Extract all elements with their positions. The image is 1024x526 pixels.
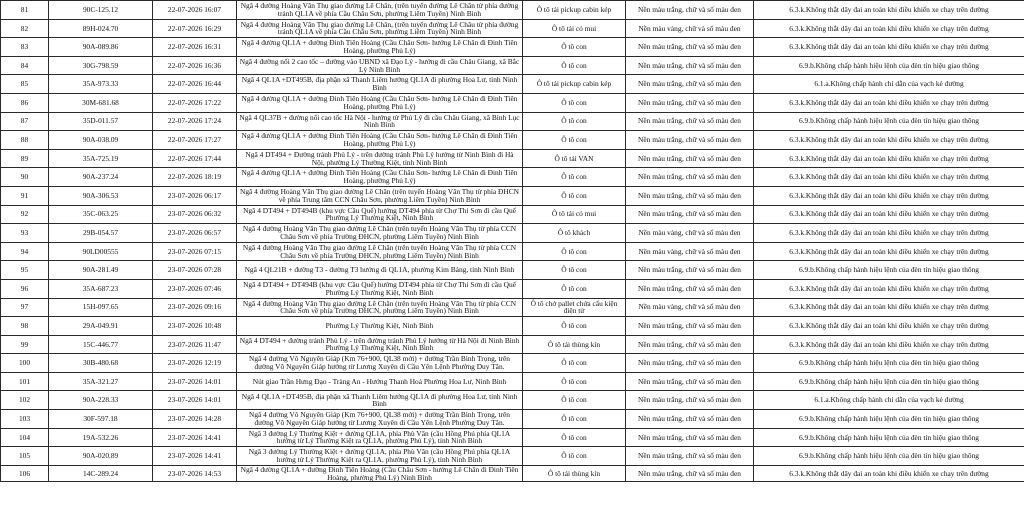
cell-vehicle-type: Ô tô con <box>523 242 626 261</box>
cell-location: Ngã 4 đường Hoàng Văn Thụ giao đường Lê Chân (trên tuyến Hoàng Văn Thụ từ phía CCN Châu Sơn về phía Trường ĐHCN, phường Liêm Tuyền) Ninh Bình <box>237 242 523 261</box>
cell-plate-color: Nền màu trắng, chữ và số màu đen <box>626 447 754 466</box>
cell-location: Phường Lý Thường Kiệt, Ninh Bình <box>237 317 523 336</box>
cell-plate-color: Nền màu trắng, chữ và số màu đen <box>626 38 754 57</box>
cell-license-plate: 89H-024.70 <box>49 19 153 38</box>
cell-location: Nút giao Trần Hưng Đạo - Tràng An - Hướng Thanh Hoá Phường Hoa Lư, Ninh Bình <box>237 372 523 391</box>
cell-plate-color: Nền màu trắng, chữ và số màu đen <box>626 354 754 373</box>
cell-row-number: 85 <box>1 75 49 94</box>
table-row <box>1 131 1024 150</box>
cell-location: Ngã 4 DT494 + Đường tránh Phủ Lý - trên đường tránh Phủ Lý hướng từ Ninh Bình đi Hà Nội, phường Lý Thường Kiệt, tỉnh Ninh Bình <box>237 149 523 168</box>
cell-vehicle-type: Ô tô tải pickup cabin kép <box>523 75 626 94</box>
cell-license-plate: 35C-063.25 <box>49 205 153 224</box>
cell-violation-time: 23-07-2026 06:17 <box>153 186 237 205</box>
cell-location: Ngã 4 đường Hoàng Văn Thụ giao đường Lê Chân (trên tuyến Hoàng Văn Thụ từ phía ĐHCN về phía Trung tâm CCN Châu Sơn, phường Liêm Tuyền) Ninh Bình <box>237 186 523 205</box>
cell-location: Ngã 4 QL1A +DT495B, địa phận xã Thanh Liêm hướng QL1A đi phường Hoa Lư, tỉnh Ninh Bình <box>237 391 523 410</box>
cell-license-plate: 30F-597.18 <box>49 410 153 429</box>
cell-license-plate: 29B-054.57 <box>49 224 153 243</box>
table-body <box>1 1 1024 482</box>
cell-violation-time: 22-07-2026 16:07 <box>153 1 237 20</box>
cell-license-plate: 90A-020.89 <box>49 447 153 466</box>
table-row <box>1 112 1024 131</box>
cell-plate-color: Nền màu trắng, chữ và số màu đen <box>626 372 754 391</box>
table-row <box>1 447 1024 466</box>
cell-violation-description: 6.3.k.Không thắt dây đai an toàn khi điều khiển xe chạy trên đường <box>754 224 1024 243</box>
cell-row-number: 90 <box>1 168 49 187</box>
cell-location: Ngã 4 DT494 + DT494B (khu vực Cầu Quế) hướng DT494 phía từ Chợ Thi Sơn đi cầu Quế Phường Lý Thường Kiệt, Ninh Bình <box>237 279 523 298</box>
cell-license-plate: 90A-228.33 <box>49 391 153 410</box>
cell-violation-description: 6.3.k.Không thắt dây đai an toàn khi điều khiển xe chạy trên đường <box>754 186 1024 205</box>
cell-plate-color: Nền màu trắng, chữ và số màu đen <box>626 149 754 168</box>
cell-violation-description: 6.9.b.Không chấp hành hiệu lệnh của đèn tín hiệu giao thông <box>754 372 1024 391</box>
cell-plate-color: Nền màu trắng, chữ và số màu đen <box>626 317 754 336</box>
cell-vehicle-type: Ô tô con <box>523 131 626 150</box>
cell-row-number: 104 <box>1 428 49 447</box>
cell-plate-color: Nền màu trắng, chữ và số màu đen <box>626 205 754 224</box>
cell-vehicle-type: Ô tô tải có mui <box>523 19 626 38</box>
cell-vehicle-type: Ô tô tải pickup cabin kép <box>523 1 626 20</box>
table-row <box>1 261 1024 280</box>
cell-row-number: 87 <box>1 112 49 131</box>
cell-violation-time: 23-07-2026 09:16 <box>153 298 237 317</box>
cell-location: Ngã 4 đường QL1A + đường Đinh Tiên Hoàng (Cầu Châu Sơn- hướng Lê Chân đi Đinh Tiên Hoàng, phường Phủ Lý) <box>237 168 523 187</box>
cell-vehicle-type: Ô tô con <box>523 112 626 131</box>
table-row <box>1 75 1024 94</box>
cell-location: Ngã 4 đường nối 2 cao tốc – đường vào UBND xã Đạo Lý - hướng đi cầu Châu Giang, xã Bắc Lý Ninh Bình <box>237 56 523 75</box>
cell-violation-description: 6.3.k.Không thắt dây đai an toàn khi điều khiển xe chạy trên đường <box>754 465 1024 482</box>
cell-location: Ngã 4 DT494 + đường tránh Phủ Lý - trên đường tránh Phủ Lý hướng từ Hà Nội đi Ninh Bình Phường Lý Thường Kiệt, Ninh Bình <box>237 335 523 354</box>
cell-violation-description: 6.3.k.Không thắt dây đai an toàn khi điều khiển xe chạy trên đường <box>754 149 1024 168</box>
cell-plate-color: Nền màu trắng, chữ và số màu đen <box>626 168 754 187</box>
cell-plate-color: Nền màu vàng, chữ và số màu đen <box>626 224 754 243</box>
cell-location: Ngã 4 đường QL1A + đường Đinh Tiên Hoàng (Cầu Châu Sơn- hướng Lê Chân đi Đinh Tiên Hoàng, phường Phủ Lý) <box>237 131 523 150</box>
cell-violation-time: 22-07-2026 16:31 <box>153 38 237 57</box>
cell-violation-time: 23-07-2026 07:15 <box>153 242 237 261</box>
cell-license-plate: 30M-681.68 <box>49 93 153 112</box>
cell-plate-color: Nền màu trắng, chữ và số màu đen <box>626 186 754 205</box>
table-row <box>1 168 1024 187</box>
cell-row-number: 106 <box>1 465 49 482</box>
cell-vehicle-type: Ô tô con <box>523 38 626 57</box>
cell-license-plate: 35A-973.33 <box>49 75 153 94</box>
cell-plate-color: Nền màu trắng, chữ và số màu đen <box>626 410 754 429</box>
table-row <box>1 410 1024 429</box>
cell-vehicle-type: Ô tô con <box>523 447 626 466</box>
cell-row-number: 81 <box>1 1 49 20</box>
cell-license-plate: 15C-446.77 <box>49 335 153 354</box>
cell-row-number: 105 <box>1 447 49 466</box>
cell-violation-time: 22-07-2026 16:36 <box>153 56 237 75</box>
cell-violation-description: 6.9.b.Không chấp hành hiệu lệnh của đèn tín hiệu giao thông <box>754 112 1024 131</box>
table-row <box>1 38 1024 57</box>
cell-vehicle-type: Ô tô con <box>523 372 626 391</box>
cell-plate-color: Nền màu trắng, chữ và số màu đen <box>626 1 754 20</box>
cell-row-number: 82 <box>1 19 49 38</box>
cell-violation-description: 6.3.k.Không thắt dây đai an toàn khi điều khiển xe chạy trên đường <box>754 298 1024 317</box>
cell-violation-time: 23-07-2026 06:57 <box>153 224 237 243</box>
cell-violation-description: 6.9.b.Không chấp hành hiệu lệnh của đèn tín hiệu giao thông <box>754 56 1024 75</box>
table-row <box>1 354 1024 373</box>
cell-plate-color: Nền màu vàng, chữ và số màu đen <box>626 298 754 317</box>
cell-vehicle-type: Ô tô con <box>523 93 626 112</box>
cell-vehicle-type: Ô tô con <box>523 279 626 298</box>
cell-license-plate: 19A-532.26 <box>49 428 153 447</box>
cell-license-plate: 90A-089.86 <box>49 38 153 57</box>
table-row <box>1 465 1024 482</box>
cell-vehicle-type: Ô tô con <box>523 428 626 447</box>
cell-violation-time: 23-07-2026 07:46 <box>153 279 237 298</box>
cell-vehicle-type: Ô tô tải có mui <box>523 205 626 224</box>
cell-violation-time: 23-07-2026 12:19 <box>153 354 237 373</box>
cell-license-plate: 14C-289.24 <box>49 465 153 482</box>
cell-vehicle-type: Ô tô tải VAN <box>523 149 626 168</box>
cell-plate-color: Nền màu trắng, chữ và số màu đen <box>626 391 754 410</box>
cell-license-plate: 15H-097.65 <box>49 298 153 317</box>
cell-row-number: 89 <box>1 149 49 168</box>
table-row <box>1 19 1024 38</box>
cell-license-plate: 35A-321.27 <box>49 372 153 391</box>
table-row <box>1 298 1024 317</box>
table-row <box>1 372 1024 391</box>
cell-row-number: 86 <box>1 93 49 112</box>
cell-violation-description: 6.9.b.Không chấp hành hiệu lệnh của đèn tín hiệu giao thông <box>754 428 1024 447</box>
table-row <box>1 335 1024 354</box>
cell-location: Ngã 4 đường Hoàng Văn Thụ giao đường Lê Chân (trên tuyến Hoàng Văn Thụ từ phía CCN Châu Sơn về phía Trường ĐHCN, phường Liêm Tuyền) Ninh Bình <box>237 298 523 317</box>
cell-violation-time: 23-07-2026 14:01 <box>153 372 237 391</box>
cell-violation-time: 22-07-2026 16:44 <box>153 75 237 94</box>
cell-location: Ngã 4 đường Hoàng Văn Thụ giao đường Lê Chân, (trên tuyến đường Lê Châu từ phía đường tránh QL1A về phía Cầu Châu Sơn, phường Liêm Tuyền) Ninh Bình <box>237 19 523 38</box>
cell-vehicle-type: Ô tô tải thùng kín <box>523 465 626 482</box>
cell-vehicle-type: Ô tô khách <box>523 224 626 243</box>
cell-row-number: 96 <box>1 279 49 298</box>
cell-location: Ngã 4 DT494 + DT494B (khu vực Cầu Quế) hướng DT494 phía từ Chợ Thi Sơn đi cầu Quế Phường Lý Thường Kiệt, Ninh Bình <box>237 205 523 224</box>
cell-location: Ngã 4 đường Võ Nguyên Giáp (Km 76+900, QL38 mới) + đường Trần Bình Trọng, trên đường Võ Nguyên Giáp hướng từ Lương Xuyên đi Cầu Yên Lệnh Phường Duy Tân. <box>237 410 523 429</box>
cell-violation-time: 23-07-2026 14:53 <box>153 465 237 482</box>
cell-license-plate: 90A-038.09 <box>49 131 153 150</box>
cell-vehicle-type: Ô tô con <box>523 56 626 75</box>
cell-row-number: 91 <box>1 186 49 205</box>
cell-violation-description: 6.3.k.Không thắt dây đai an toàn khi điều khiển xe chạy trên đường <box>754 317 1024 336</box>
cell-violation-time: 23-07-2026 10:48 <box>153 317 237 336</box>
table-row <box>1 93 1024 112</box>
table-row <box>1 56 1024 75</box>
cell-plate-color: Nền màu trắng, chữ và số màu đen <box>626 75 754 94</box>
cell-license-plate: 90LD00555 <box>49 242 153 261</box>
cell-violation-time: 22-07-2026 17:44 <box>153 149 237 168</box>
cell-violation-time: 23-07-2026 14:41 <box>153 428 237 447</box>
cell-vehicle-type: Ô tô con <box>523 354 626 373</box>
cell-location: Ngã 4 đường Hoàng Văn Thụ giao đường Lê Chân, (trên tuyến đường Lê Chân từ phía đường tránh QL1A về phía Cầu Châu Sơn, phường Liêm Tuyền) Ninh Bình <box>237 1 523 20</box>
cell-row-number: 92 <box>1 205 49 224</box>
cell-violation-description: 6.3.k.Không thắt dây đai an toàn khi điều khiển xe chạy trên đường <box>754 19 1024 38</box>
cell-violation-description: 6.3.k.Không thắt dây đai an toàn khi điều khiển xe chạy trên đường <box>754 242 1024 261</box>
cell-row-number: 93 <box>1 224 49 243</box>
cell-vehicle-type: Ô tô con <box>523 186 626 205</box>
cell-license-plate: 90A-306.53 <box>49 186 153 205</box>
cell-location: Ngã 4 đường QL1A + đường Đinh Tiên Hoàng (Cầu Châu Sơn- hướng Lê Chân đi Đinh Tiên Hoàng, phường Phủ Lý) <box>237 38 523 57</box>
cell-vehicle-type: Ô tô con <box>523 261 626 280</box>
cell-plate-color: Nền màu trắng, chữ và số màu đen <box>626 465 754 482</box>
cell-plate-color: Nền màu trắng, chữ và số màu đen <box>626 56 754 75</box>
cell-row-number: 88 <box>1 131 49 150</box>
cell-violation-time: 22-07-2026 16:29 <box>153 19 237 38</box>
table-row <box>1 242 1024 261</box>
table-row <box>1 205 1024 224</box>
cell-violation-time: 23-07-2026 06:32 <box>153 205 237 224</box>
cell-violation-description: 6.9.b.Không chấp hành hiệu lệnh của đèn tín hiệu giao thông <box>754 354 1024 373</box>
table-row <box>1 149 1024 168</box>
cell-violation-description: 6.3.k.Không thắt dây đai an toàn khi điều khiển xe chạy trên đường <box>754 335 1024 354</box>
cell-violation-time: 22-07-2026 17:22 <box>153 93 237 112</box>
cell-violation-description: 6.1.a.Không chấp hành chỉ dẫn của vạch kẻ đường <box>754 391 1024 410</box>
cell-vehicle-type: Ô tô con <box>523 391 626 410</box>
table-row <box>1 428 1024 447</box>
cell-location: Ngã 4 QL37B + đường nối cao tốc Hà Nội - hướng từ Phủ Lý đi cầu Châu Giang, xã Bình Lục Ninh Bình <box>237 112 523 131</box>
cell-location: Ngã 3 đường Lý Thường Kiệt + đường QL1A, phía Phù Vân (cầu Hồng Phú phía QL1A hướng từ Lý Thường Kiệt ra QL1A, phường Phủ Lý), tỉnh Ninh Bình <box>237 447 523 466</box>
cell-row-number: 100 <box>1 354 49 373</box>
table-row <box>1 391 1024 410</box>
cell-violation-description: 6.3.k.Không thắt dây đai an toàn khi điều khiển xe chạy trên đường <box>754 93 1024 112</box>
cell-violation-time: 23-07-2026 14:41 <box>153 447 237 466</box>
cell-license-plate: 90A-281.49 <box>49 261 153 280</box>
cell-violation-time: 23-07-2026 11:47 <box>153 335 237 354</box>
cell-location: Ngã 4 đường Hoàng Văn Thụ giao đường Lê Chân (trên tuyến Hoàng Văn Thụ từ phía CCN Châu Sơn về phía Trường ĐHCN, phường Liêm Tuyền) Ninh Bình <box>237 224 523 243</box>
cell-license-plate: 35D-011.57 <box>49 112 153 131</box>
cell-vehicle-type: Ô tô con <box>523 410 626 429</box>
table-row <box>1 186 1024 205</box>
table-row <box>1 1 1024 20</box>
cell-row-number: 103 <box>1 410 49 429</box>
cell-violation-time: 23-07-2026 14:01 <box>153 391 237 410</box>
cell-plate-color: Nền màu trắng, chữ và số màu đen <box>626 93 754 112</box>
cell-violation-description: 6.3.k.Không thắt dây đai an toàn khi điều khiển xe chạy trên đường <box>754 279 1024 298</box>
cell-row-number: 98 <box>1 317 49 336</box>
cell-location: Ngã 4 đường QL1A + đường Đinh Tiên Hoàng (Cầu Châu Sơn - hướng Lê Chân đi Đinh Tiên Hoàng, phường Phủ Lý) Ninh Bình <box>237 465 523 482</box>
cell-row-number: 102 <box>1 391 49 410</box>
cell-vehicle-type: Ô tô chở pallet chứa cấu kiện điện tử <box>523 298 626 317</box>
cell-row-number: 95 <box>1 261 49 280</box>
cell-row-number: 99 <box>1 335 49 354</box>
cell-plate-color: Nền màu trắng, chữ và số màu đen <box>626 279 754 298</box>
cell-location: Ngã 3 đường Lý Thường Kiệt + đường QL1A, phía Phù Vân (cầu Hồng Phú phía QL1A hướng từ Lý Thường Kiệt ra QL1A, phường Phủ Lý), tỉnh Ninh Bình <box>237 428 523 447</box>
cell-vehicle-type: Ô tô con <box>523 317 626 336</box>
cell-license-plate: 30B-480.68 <box>49 354 153 373</box>
table-row <box>1 224 1024 243</box>
cell-violation-description: 6.3.k.Không thắt dây đai an toàn khi điều khiển xe chạy trên đường <box>754 205 1024 224</box>
cell-location: Ngã 4 đường Võ Nguyên Giáp (Km 76+900, QL38 mới) + đường Trần Bình Trọng, trên đường Võ Nguyên Giáp hướng từ Lương Xuyên đi Cầu Yên Lệnh Phường Duy Tân. <box>237 354 523 373</box>
cell-row-number: 101 <box>1 372 49 391</box>
cell-plate-color: Nền màu trắng, chữ và số màu đen <box>626 428 754 447</box>
cell-row-number: 94 <box>1 242 49 261</box>
cell-violation-time: 23-07-2026 07:28 <box>153 261 237 280</box>
cell-location: Ngã 4 QL1A +DT495B, địa phận xã Thanh Liêm hướng QL1A đi phường Hoa Lư, tỉnh Ninh Bình <box>237 75 523 94</box>
cell-plate-color: Nền màu trắng, chữ và số màu đen <box>626 131 754 150</box>
cell-violation-time: 22-07-2026 17:27 <box>153 131 237 150</box>
cell-vehicle-type: Ô tô con <box>523 168 626 187</box>
cell-row-number: 84 <box>1 56 49 75</box>
cell-plate-color: Nền màu trắng, chữ và số màu đen <box>626 112 754 131</box>
cell-license-plate: 90A-237.24 <box>49 168 153 187</box>
cell-plate-color: Nền màu trắng, chữ và số màu đen <box>626 335 754 354</box>
cell-location: Ngã 4 QL21B + đường T3 - đường T3 hướng đi QL1A, phường Kim Bảng, tỉnh Ninh Bình <box>237 261 523 280</box>
cell-violation-description: 6.3.k.Không thắt dây đai an toàn khi điều khiển xe chạy trên đường <box>754 168 1024 187</box>
cell-license-plate: 30G-798.59 <box>49 56 153 75</box>
cell-violation-description: 6.9.b.Không chấp hành hiệu lệnh của đèn tín hiệu giao thông <box>754 447 1024 466</box>
cell-license-plate: 90C-125.12 <box>49 1 153 20</box>
cell-row-number: 97 <box>1 298 49 317</box>
cell-vehicle-type: Ô tô tải thùng kín <box>523 335 626 354</box>
table-row <box>1 279 1024 298</box>
cell-plate-color: Nền màu vàng, chữ và số màu đen <box>626 242 754 261</box>
cell-license-plate: 35A-687.23 <box>49 279 153 298</box>
cell-plate-color: Nền màu trắng, chữ và số màu đen <box>626 261 754 280</box>
table-row <box>1 317 1024 336</box>
cell-license-plate: 35A-725.19 <box>49 149 153 168</box>
cell-violation-description: 6.3.k.Không thắt dây đai an toàn khi điều khiển xe chạy trên đường <box>754 131 1024 150</box>
cell-violation-description: 6.9.b.Không chấp hành hiệu lệnh của đèn tín hiệu giao thông <box>754 410 1024 429</box>
cell-row-number: 83 <box>1 38 49 57</box>
cell-violation-description: 6.3.k.Không thắt dây đai an toàn khi điều khiển xe chạy trên đường <box>754 1 1024 20</box>
cell-location: Ngã 4 đường QL1A + đường Đinh Tiên Hoàng (Cầu Châu Sơn- hướng Lê Chân đi Đinh Tiên Hoàng, phường Phủ Lý) <box>237 93 523 112</box>
cell-violation-description: 6.3.k.Không thắt dây đai an toàn khi điều khiển xe chạy trên đường <box>754 38 1024 57</box>
cell-violation-description: 6.9.b.Không chấp hành hiệu lệnh của đèn tín hiệu giao thông <box>754 261 1024 280</box>
cell-license-plate: 29A-049.91 <box>49 317 153 336</box>
cell-violation-time: 22-07-2026 17:24 <box>153 112 237 131</box>
cell-violation-time: 23-07-2026 14:28 <box>153 410 237 429</box>
cell-plate-color: Nền màu vàng, chữ và số màu đen <box>626 19 754 38</box>
cell-violation-description: 6.1.a.Không chấp hành chỉ dẫn của vạch kẻ đường <box>754 75 1024 94</box>
cell-violation-time: 22-07-2026 18:19 <box>153 168 237 187</box>
